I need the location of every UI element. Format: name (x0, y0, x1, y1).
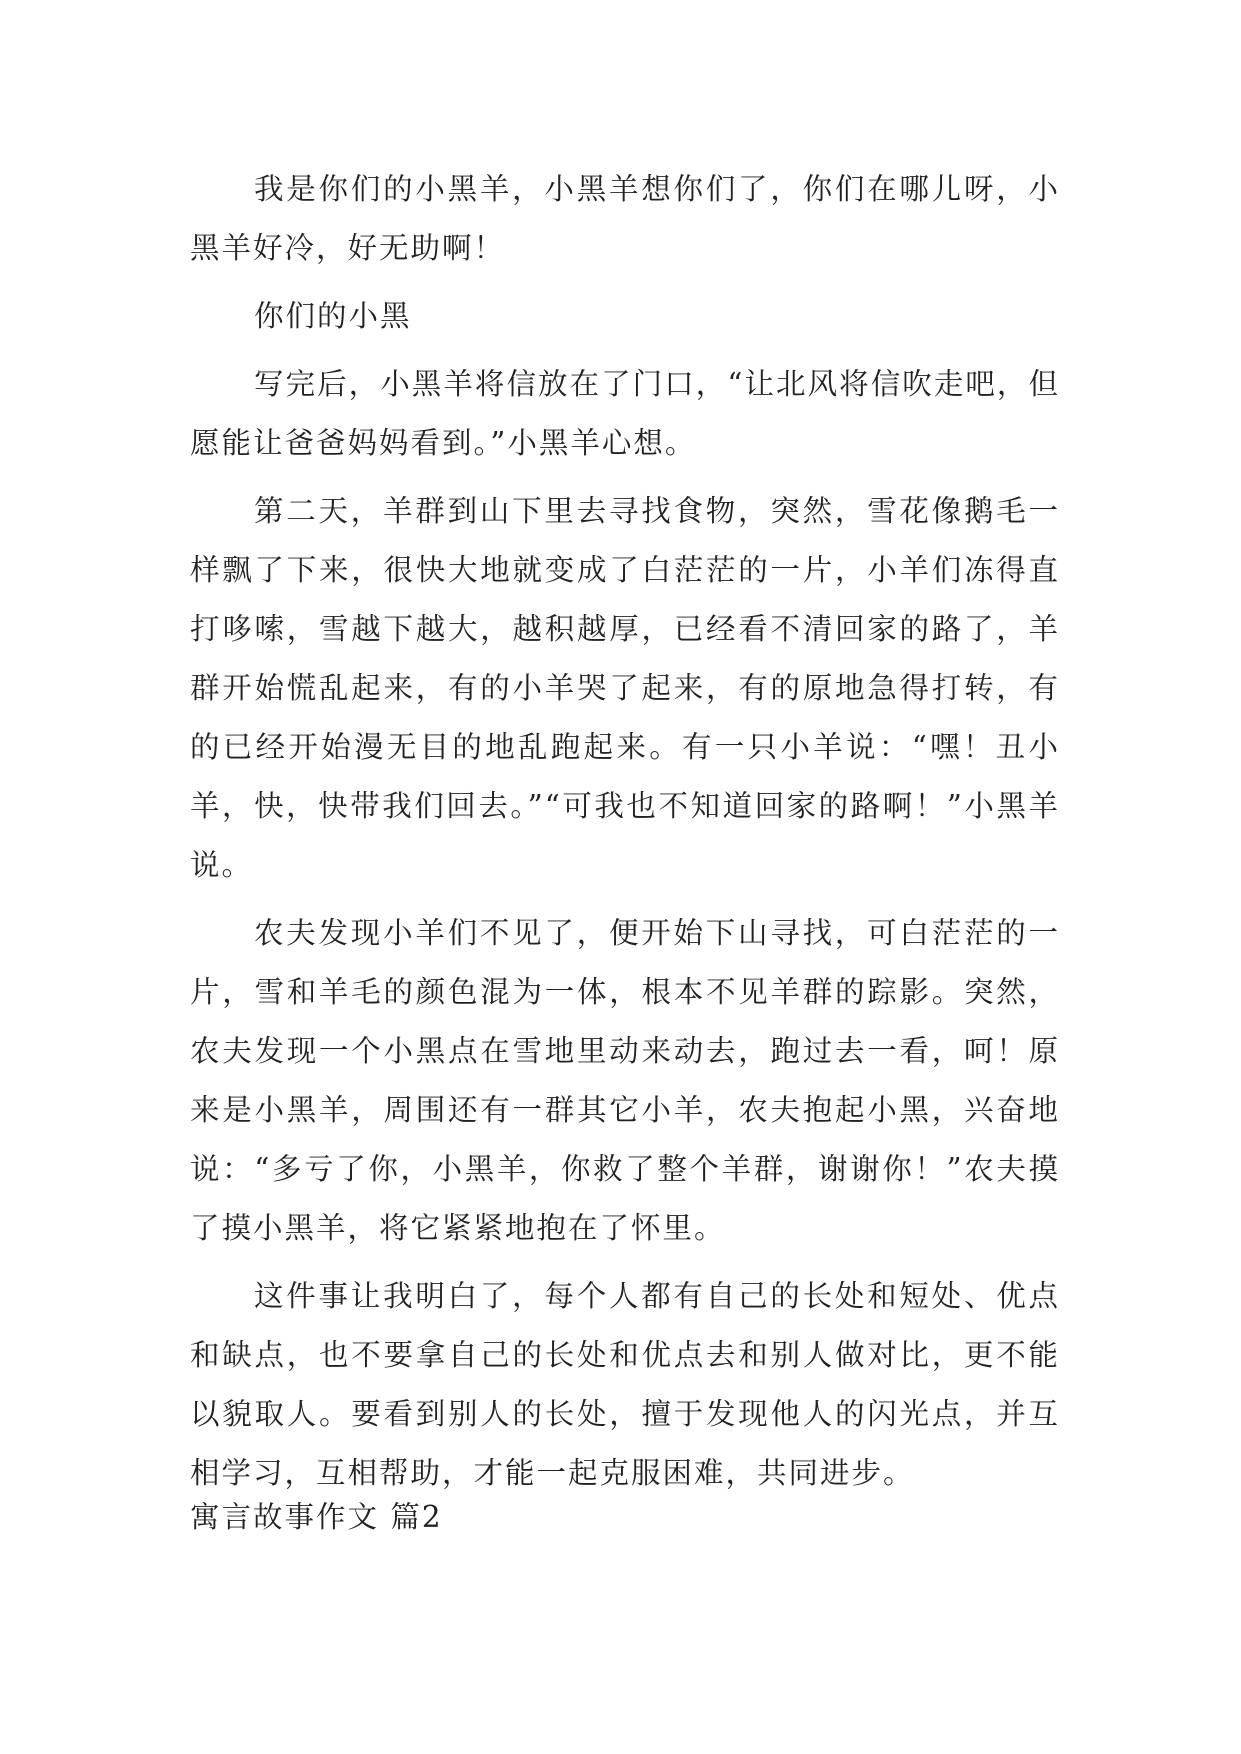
moral-paragraph: 这件事让我明白了，每个人都有自己的长处和短处、优点和缺点，也不要拿自己的长处和优点去和别人做对比，更不能以貌取人。要看到别人的长处，擅于发现他人的闪光点，并互相学习，互相帮助，才能一起克服困难，共同进步。 (190, 1279, 1060, 1490)
letter-signoff: 你们的小黑 (254, 299, 412, 333)
story-paragraph: 农夫发现小羊们不见了，便开始下山寻找，可白茫茫的一片，雪和羊毛的颜色混为一体，根本不见羊群的踪影。突然，农夫发现一个小黑点在雪地里动来动去，跑过去一看，呵！原来是小黑羊，周围还有一群其它小羊，农夫抱起小黑，兴奋地说：“多亏了你，小黑羊，你救了整个羊群，谢谢你！”农夫摸了摸小黑羊，将它紧紧地抱在了怀里。 (190, 916, 1060, 1245)
story-paragraph: 写完后，小黑羊将信放在了门口，“让北风将信吹走吧，但愿能让爸爸妈妈看到。”小黑羊心想。 (190, 367, 1060, 460)
story-paragraph: 第二天，羊群到山下里去寻找食物，突然，雪花像鹅毛一样飘了下来，很快大地就变成了白茫茫的一片，小羊们冻得直打哆嗦，雪越下越大，越积越厚，已经看不清回家的路了，羊群开始慌乱起来，有的小羊哭了起来，有的原地急得打转，有的已经开始漫无目的地乱跑起来。有一只小羊说：“嘿！丑小羊，快，快带我们回去。”“可我也不知道回家的路啊！”小黑羊说。 (190, 494, 1060, 882)
document-body (190, 160, 1060, 1512)
section-heading: 寓言故事作文 篇2 (190, 1500, 443, 1534)
letter-paragraph: 我是你们的小黑羊，小黑羊想你们了，你们在哪儿呀，小黑羊好冷，好无助啊！ (190, 172, 1060, 265)
